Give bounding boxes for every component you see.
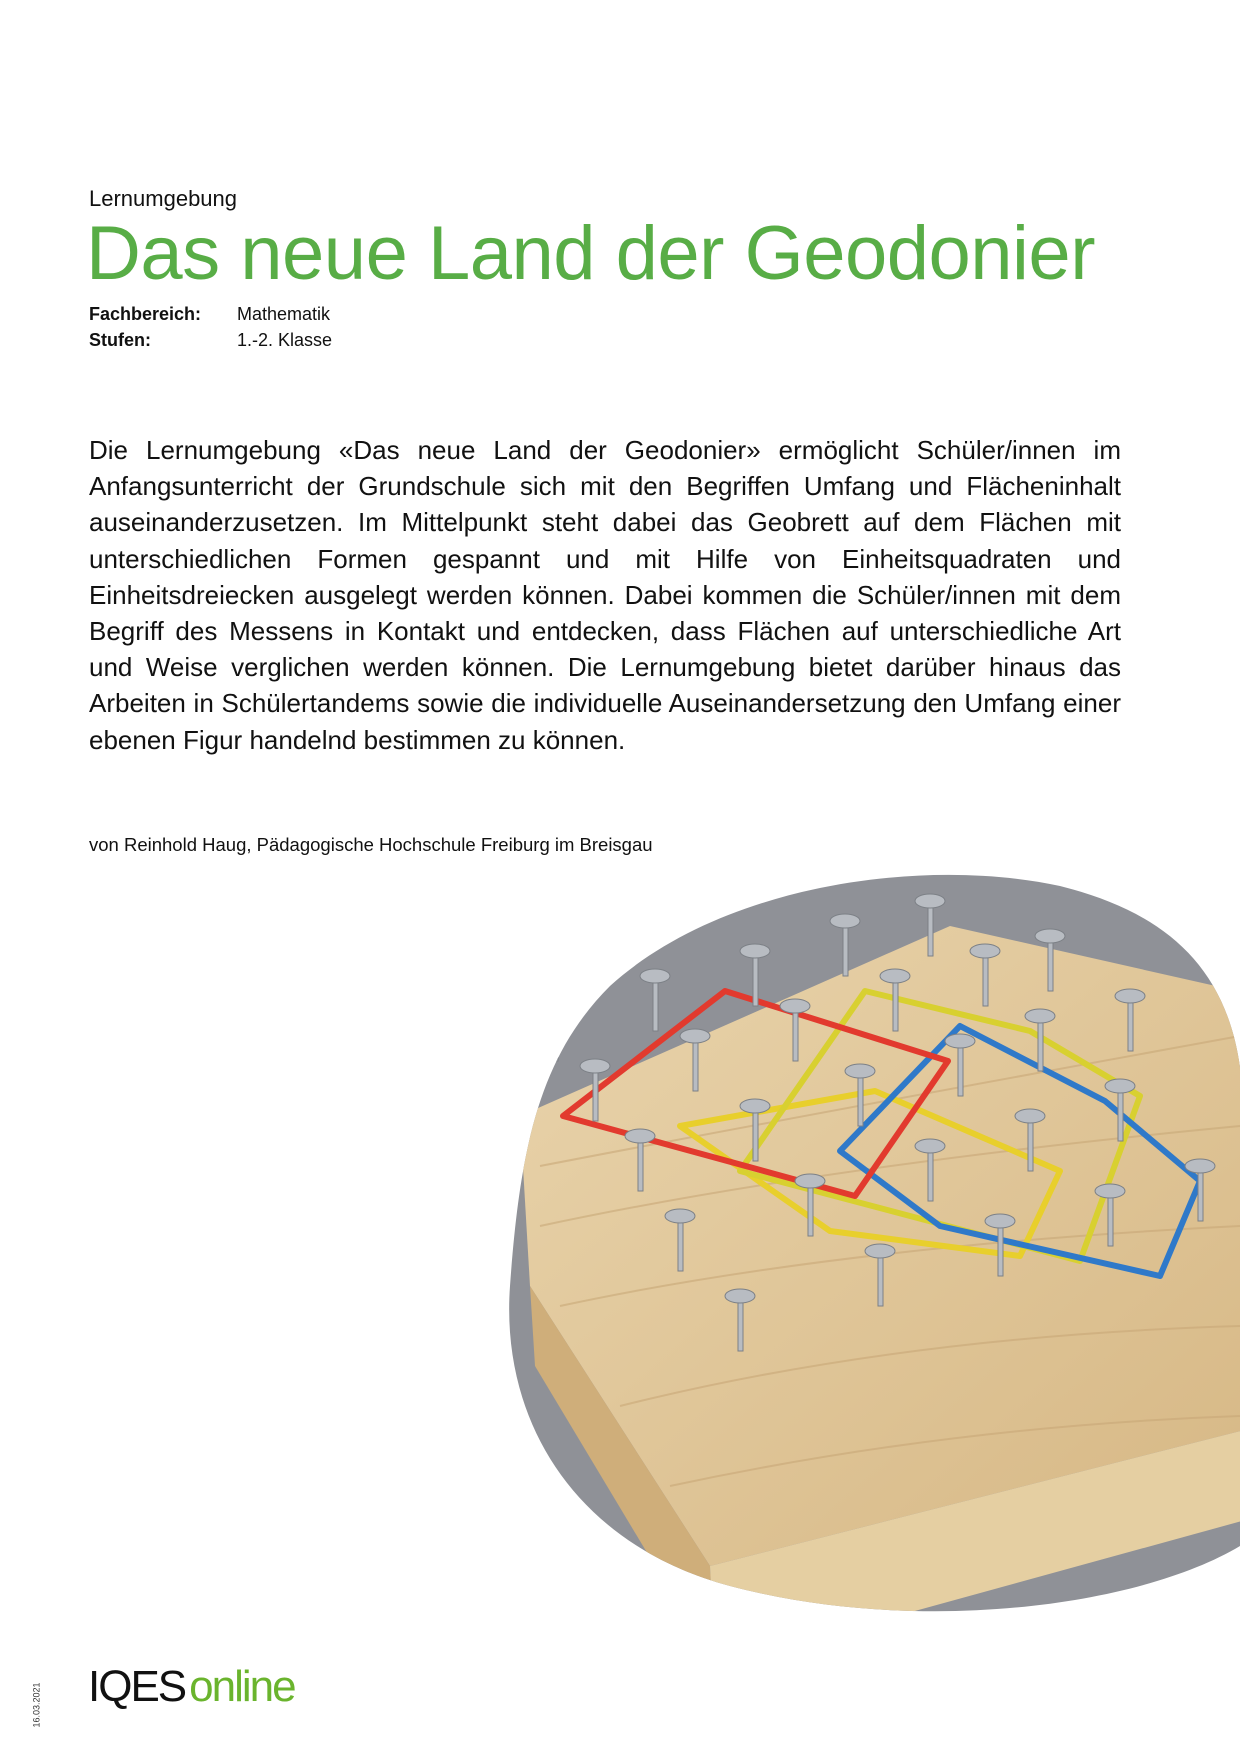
nail-head bbox=[1115, 989, 1145, 1003]
nail-head bbox=[985, 1214, 1015, 1228]
nail-shaft bbox=[1038, 1016, 1043, 1071]
nail-shaft bbox=[638, 1136, 643, 1191]
nail-shaft bbox=[693, 1036, 698, 1091]
level-value: 1.-2. Klasse bbox=[237, 330, 333, 350]
meta-subject bbox=[89, 304, 330, 325]
subject-label: Fachbereich: bbox=[89, 304, 202, 324]
nail-head bbox=[1025, 1009, 1055, 1023]
nail-shaft bbox=[858, 1071, 863, 1126]
nail-head bbox=[915, 894, 945, 908]
nail-head bbox=[970, 944, 1000, 958]
nail-shaft bbox=[753, 951, 758, 1006]
nail-shaft bbox=[928, 1146, 933, 1201]
nail-shaft bbox=[593, 1066, 598, 1121]
nail-shaft bbox=[1128, 996, 1133, 1051]
meta-level bbox=[89, 330, 332, 351]
intro-paragraph: Die Lernumgebung «Das neue Land der Geodonier» ermöglicht Schüler/innen im Anfangsunterricht der Grundschule sich mit den Begriffen Umfang und Flächeninhalt auseinanderzusetzen. Im Mittelpunkt steht dabei das Geobrett auf dem Flächen mit unterschiedlichen Formen gespannt und mit Hilfe von Einheitsquadraten und Einheitsdreiecken ausgelegt werden können. Dabei kommen die Schüler/innen mit dem Begriff des Messens in Kontakt und entdecken, dass Flächen auf unterschiedliche Art und Weise verglichen werden können. Die Lernumgebung bietet darüber hinaus das Arbeiten in Schülertandems sowie die individuelle Auseinandersetzung den Umfang einer ebenen Figur handelnd bestimmen zu können. bbox=[89, 435, 1121, 755]
nail-head bbox=[1095, 1184, 1125, 1198]
geoboard-photo bbox=[500, 866, 1240, 1621]
nail-head bbox=[880, 969, 910, 983]
nail-head bbox=[845, 1064, 875, 1078]
nail-head bbox=[740, 1099, 770, 1113]
nail-shaft bbox=[808, 1181, 813, 1236]
nail-head bbox=[1185, 1159, 1215, 1173]
nail-shaft bbox=[843, 921, 848, 976]
nail-head bbox=[580, 1059, 610, 1073]
page-title: Das neue Land der Geodonier bbox=[86, 211, 1096, 296]
nail-head bbox=[945, 1034, 975, 1048]
nail-shaft bbox=[553, 1006, 558, 1061]
nail-head bbox=[865, 1244, 895, 1258]
iqes-online-logo bbox=[88, 1662, 295, 1712]
nail-head bbox=[915, 1139, 945, 1153]
nail-shaft bbox=[1198, 1166, 1203, 1221]
nail-shaft bbox=[928, 901, 933, 956]
nail-head bbox=[540, 999, 570, 1013]
nail-shaft bbox=[753, 1106, 758, 1161]
nail-shaft bbox=[738, 1296, 743, 1351]
nail-head bbox=[625, 1129, 655, 1143]
nail-shaft bbox=[1118, 1086, 1123, 1141]
nail-shaft bbox=[653, 976, 658, 1031]
nail-head bbox=[640, 969, 670, 983]
nail-shaft bbox=[1028, 1116, 1033, 1171]
nail-shaft bbox=[983, 951, 988, 1006]
nail-head bbox=[1015, 1109, 1045, 1123]
nail-shaft bbox=[678, 1216, 683, 1271]
nail-head bbox=[830, 914, 860, 928]
nail-shaft bbox=[998, 1221, 1003, 1276]
nail-head bbox=[725, 1289, 755, 1303]
nail-shaft bbox=[893, 976, 898, 1031]
nail-head bbox=[1035, 929, 1065, 943]
logo-part2: online bbox=[189, 1662, 295, 1711]
nail-shaft bbox=[878, 1251, 883, 1306]
author-line: von Reinhold Haug, Pädagogische Hochschule Freiburg im Breisgau bbox=[89, 834, 653, 855]
nail-head bbox=[1105, 1079, 1135, 1093]
nail-head bbox=[740, 944, 770, 958]
nail-head bbox=[780, 999, 810, 1013]
nail-shaft bbox=[1048, 936, 1053, 991]
print-date: 16.03.2021 bbox=[31, 1682, 42, 1728]
nail-head bbox=[795, 1174, 825, 1188]
nail-shaft bbox=[1108, 1191, 1113, 1246]
document-type: Lernumgebung bbox=[89, 186, 238, 211]
nail-shaft bbox=[793, 1006, 798, 1061]
nail-head bbox=[665, 1209, 695, 1223]
nail-head bbox=[680, 1029, 710, 1043]
subject-value: Mathematik bbox=[237, 304, 331, 324]
nail-shaft bbox=[958, 1041, 963, 1096]
logo-part1: IQES bbox=[88, 1662, 186, 1711]
level-label: Stufen: bbox=[89, 330, 151, 350]
